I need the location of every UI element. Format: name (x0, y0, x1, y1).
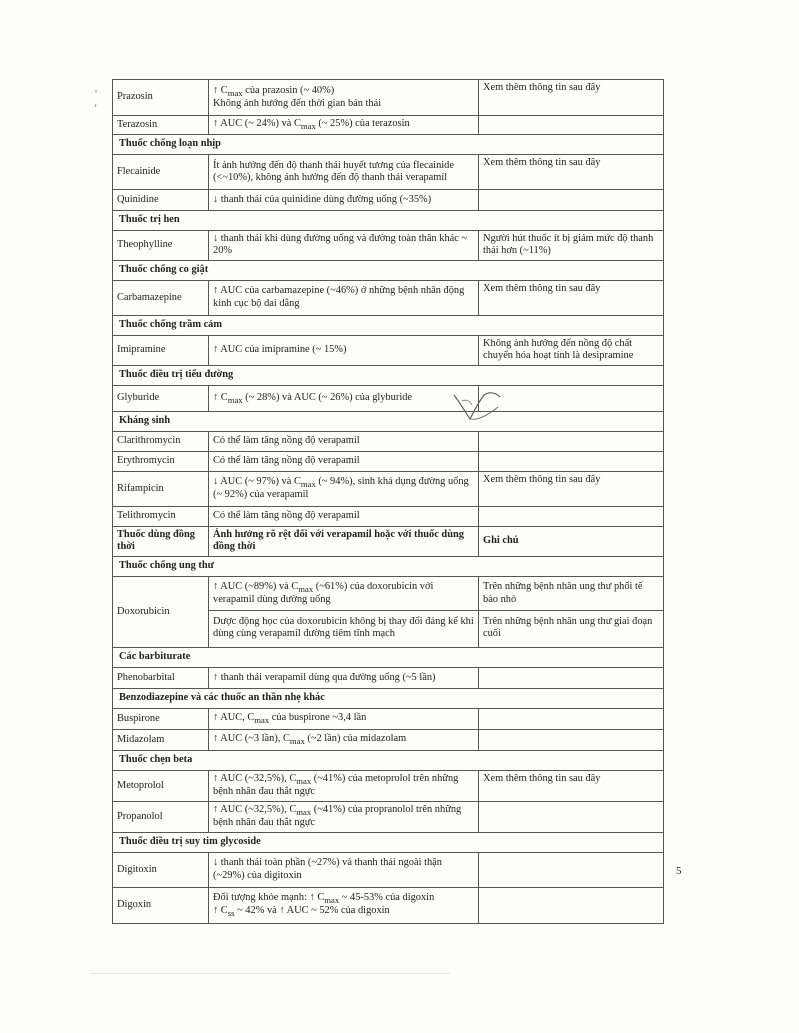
section-title: Benzodiazepine và các thuốc an thần nhẹ khác (113, 688, 664, 708)
effect-cell: Ít ảnh hưởng đến độ thanh thải huyết tương của flecainide (<~10%), không ảnh hưởng đến độ thanh thải verapamil (209, 155, 479, 190)
section-header-row (113, 365, 664, 385)
drug-name-cell: Quinidine (113, 190, 209, 211)
drug-name-cell: Digitoxin (113, 852, 209, 887)
section-header-row (113, 556, 664, 576)
header-note-cell: Ghi chú (479, 526, 664, 556)
drug-name-cell: Erythromycin (113, 451, 209, 471)
drug-name-cell: Terazosin (113, 116, 209, 135)
effect-cell: ↓ thanh thải khi dùng đường uống và đường toàn thân khác ~ 20% (209, 231, 479, 261)
note-cell (479, 506, 664, 526)
column-header-row (113, 526, 664, 556)
effect-cell: ↑ thanh thải verapamil dùng qua đường uống (~5 lần) (209, 667, 479, 688)
drug-name-cell: Rifampicin (113, 471, 209, 506)
table-row (113, 729, 664, 750)
table-row (113, 471, 664, 506)
effect-cell: ↑ AUC (~3 lần), $C_{max}$ (~2 lần) của midazolam (209, 729, 479, 750)
note-cell: Người hút thuốc ít bị giảm mức độ thanh thải hơn (~11%) (479, 231, 664, 261)
note-line: Trên những bệnh nhân ung thư giai đoạn cuối (479, 611, 663, 645)
page-number: 5 (676, 865, 682, 877)
drug-name-cell: Buspirone (113, 708, 209, 729)
effect-line: ↑ AUC (~89%) và $C_{max}$ (~61%) của doxorubicin với verapamil dùng đường uống (213, 580, 434, 606)
effect-cell: ↓ thanh thải của quinidine dùng đường uống (~35%) (209, 190, 479, 211)
table-row (113, 451, 664, 471)
table-row (113, 576, 664, 647)
effect-cell: Có thể làm tăng nồng độ verapamil (209, 506, 479, 526)
drug-name-cell: Telithromycin (113, 506, 209, 526)
drug-name-cell: Digoxin (113, 887, 209, 923)
effect-cell (209, 576, 479, 647)
table-row (113, 801, 664, 832)
note-cell: Xem thêm thông tin sau đây (479, 280, 664, 315)
note-subtable (479, 577, 663, 645)
section-title: Thuốc chẹn beta (113, 750, 664, 770)
section-header-row (113, 411, 664, 431)
table-row (113, 887, 664, 923)
effect-cell: ↑ AUC (~ 24%) và $C_{max}$ (~ 25%) của terazosin (209, 116, 479, 135)
effect-cell: Có thể làm tăng nồng độ verapamil (209, 431, 479, 451)
table-row (113, 335, 664, 365)
drug-name-cell: Metoprolol (113, 770, 209, 801)
effect-subtable (209, 577, 478, 645)
handwritten-signature-icon (448, 389, 504, 429)
scan-artifact-line (90, 973, 450, 974)
section-title: Kháng sinh (113, 411, 664, 431)
note-cell: Không ảnh hưởng đến nồng độ chất chuyển hóa hoạt tính là desipramine (479, 335, 664, 365)
note-cell (479, 667, 664, 688)
section-title: Thuốc chống co giật (113, 260, 664, 280)
section-title: Thuốc điều trị suy tim glycoside (113, 832, 664, 852)
section-title: Thuốc trị hen (113, 211, 664, 231)
effect-cell: ↑ AUC của imipramine (~ 15%) (209, 335, 479, 365)
effect-cell: ↑ AUC (~32,5%), $C_{max}$ (~41%) của propranolol trên những bệnh nhân đau thắt ngực (209, 801, 479, 832)
section-header-row (113, 211, 664, 231)
note-cell (479, 887, 664, 923)
table-row (113, 770, 664, 801)
section-title: Thuốc chống loạn nhịp (113, 135, 664, 155)
effect-cell: ↑ AUC, $C_{max}$ của buspirone ~3,4 lần (209, 708, 479, 729)
table-row (113, 385, 664, 411)
table-body (113, 80, 664, 924)
section-header-row (113, 647, 664, 667)
note-cell (479, 801, 664, 832)
margin-mark (94, 90, 98, 108)
table-row (113, 667, 664, 688)
note-cell (479, 190, 664, 211)
note-cell (479, 116, 664, 135)
effect-cell: ↓ AUC (~ 97%) và $C_{max}$ (~ 94%), sinh khả dụng đường uống (~ 92%) của verapamil (209, 471, 479, 506)
section-title: Thuốc chống ung thư (113, 556, 664, 576)
section-header-row (113, 750, 664, 770)
effect-cell: Đối tượng khỏe mạnh: ↑ $C_{max}$ ~ 45-53% của digoxin ↑ $C_{ss}$ ~ 42% và ↑ AUC ~ 52% của digoxin (209, 887, 479, 923)
drug-name-cell: Clarithromycin (113, 431, 209, 451)
note-cell (479, 385, 664, 411)
effect-cell: ↑ AUC của carbamazepine (~46%) ở những bệnh nhân động kinh cục bộ dai dẳng (209, 280, 479, 315)
note-line: Trên những bệnh nhân ung thư phổi tế bào nhỏ (483, 581, 643, 605)
effect-cell: ↓ thanh thải toàn phần (~27%) và thanh thải ngoài thận (~29%) của digitoxin (209, 852, 479, 887)
section-header-row (113, 688, 664, 708)
effect-cell: ↑ $C_{max}$ của prazosin (~ 40%) Không ảnh hưởng đến thời gian bán thải (209, 80, 479, 116)
section-header-row (113, 315, 664, 335)
table-row (113, 708, 664, 729)
effect-cell: Có thể làm tăng nồng độ verapamil (209, 451, 479, 471)
note-cell: Xem thêm thông tin sau đây (479, 155, 664, 190)
note-cell (479, 451, 664, 471)
table-row (113, 280, 664, 315)
drug-name-cell: Imipramine (113, 335, 209, 365)
drug-interaction-table (112, 79, 664, 924)
table-row (113, 155, 664, 190)
section-header-row (113, 135, 664, 155)
section-title: Thuốc chống trầm cảm (113, 315, 664, 335)
header-effect-cell: Ảnh hưởng rõ rệt đối với verapamil hoặc với thuốc dùng đồng thời (209, 526, 479, 556)
header-drug-cell: Thuốc dùng đồng thời (113, 526, 209, 556)
table-row (113, 116, 664, 135)
table-row (113, 190, 664, 211)
table-row (113, 431, 664, 451)
drug-name-cell: Propanolol (113, 801, 209, 832)
drug-name-cell: Doxorubicin (113, 576, 209, 647)
drug-name-cell: Flecainide (113, 155, 209, 190)
drug-name-cell: Prazosin (113, 80, 209, 116)
note-cell: Xem thêm thông tin sau đây (479, 770, 664, 801)
drug-name-cell: Theophylline (113, 231, 209, 261)
table-row (113, 506, 664, 526)
effect-line: Dược động học của doxorubicin không bị thay đổi đáng kể khi dùng cùng verapamil đường tiêm tĩnh mạch (209, 611, 478, 645)
table-row (113, 80, 664, 116)
table-row (113, 231, 664, 261)
note-cell (479, 708, 664, 729)
effect-cell: ↑ $C_{max}$ (~ 28%) và AUC (~ 26%) của glyburide (209, 385, 479, 411)
note-cell (479, 431, 664, 451)
drug-name-cell: Carbamazepine (113, 280, 209, 315)
drug-name-cell: Phenobarbital (113, 667, 209, 688)
table-row (113, 852, 664, 887)
drug-name-cell: Glyburide (113, 385, 209, 411)
section-title: Các barbiturate (113, 647, 664, 667)
section-header-row (113, 832, 664, 852)
note-cell (479, 852, 664, 887)
note-cell (479, 576, 664, 647)
section-title: Thuốc điều trị tiểu đường (113, 365, 664, 385)
drug-name-cell: Midazolam (113, 729, 209, 750)
note-cell (479, 729, 664, 750)
effect-cell: ↑ AUC (~32,5%), $C_{max}$ (~41%) của metoprolol trên những bệnh nhân đau thắt ngực (209, 770, 479, 801)
note-cell: Xem thêm thông tin sau đây (479, 471, 664, 506)
section-header-row (113, 260, 664, 280)
note-cell: Xem thêm thông tin sau đây (479, 80, 664, 116)
